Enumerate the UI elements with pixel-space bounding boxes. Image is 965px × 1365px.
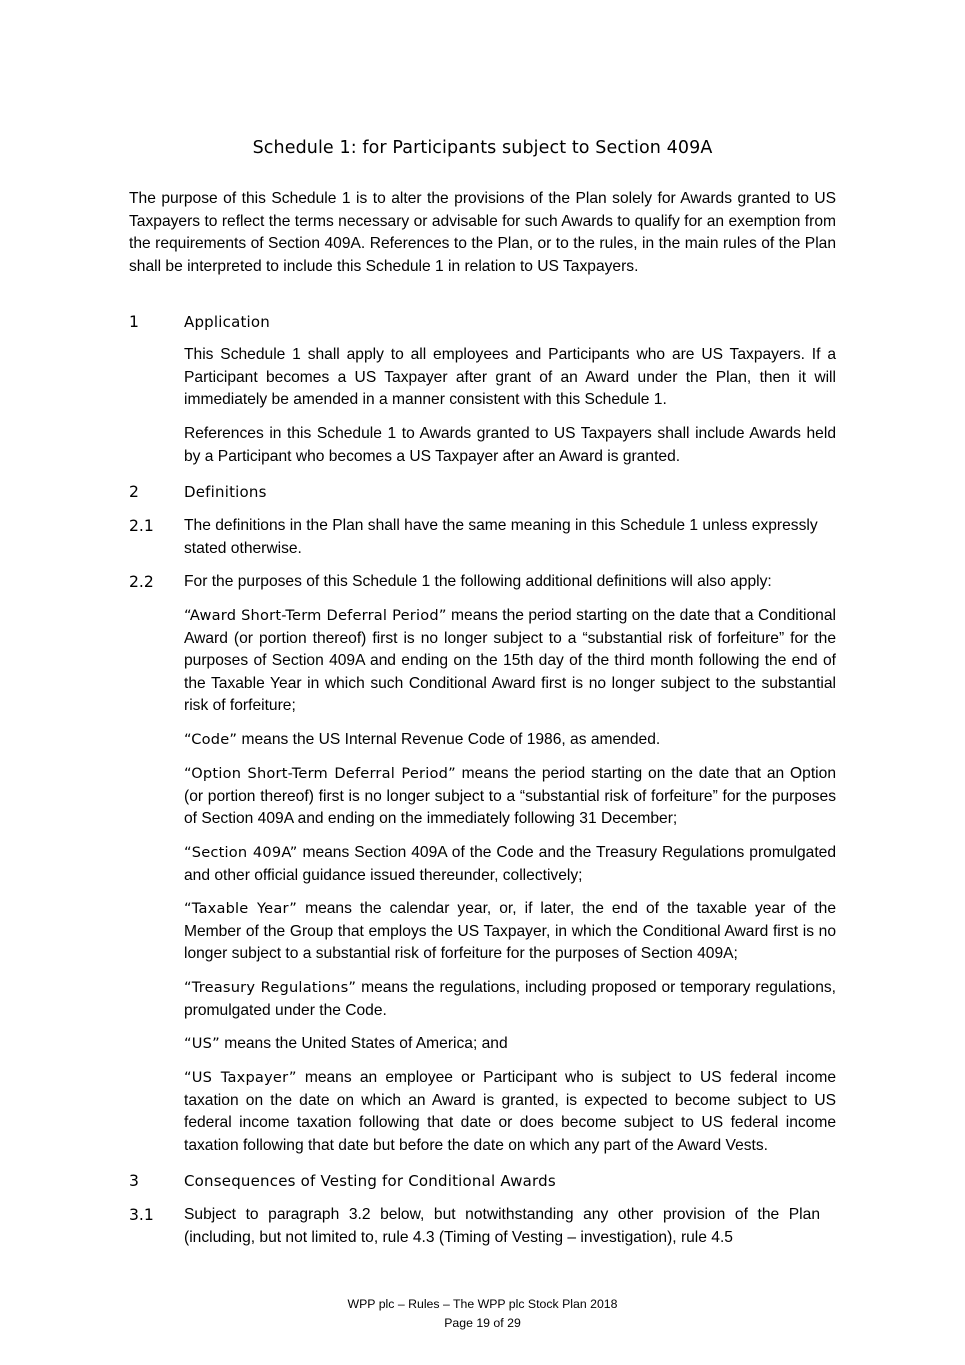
definition-option-short-term-deferral-period	[184, 763, 836, 831]
clause-2-1-text: The definitions in the Plan shall have the same meaning in this Schedule 1 unless expressly stated otherwise.	[184, 517, 818, 557]
section-2-number: 2	[129, 483, 139, 501]
clause-3-1-text: Subject to paragraph 3.2 below, but notwithstanding any other provision of the Plan (including, but not limited to, rule 4.3 (Timing of Vesting – investigation), rule 4.5	[184, 1206, 820, 1246]
footer-document-title: WPP plc – Rules – The WPP plc Stock Plan 2018	[347, 1297, 618, 1311]
definition-text: means the US Internal Revenue Code of 1986, as amended.	[237, 731, 661, 748]
definition-treasury-regulations	[184, 977, 836, 1022]
definition-code	[184, 729, 836, 752]
definition-term: “US”	[184, 1035, 220, 1052]
section-3-heading: Consequences of Vesting for Conditional Awards	[184, 1172, 556, 1190]
clause-2-1-number: 2.1	[129, 517, 154, 535]
footer-page-number: Page 19 of 29	[444, 1316, 521, 1330]
section-2-heading: Definitions	[184, 483, 267, 501]
definition-term: “Treasury Regulations”	[184, 979, 357, 996]
definition-term: “Award Short-Term Deferral Period”	[184, 607, 447, 624]
definition-text: means the regulations, including proposed or temporary regulations, promulgated under the Code.	[184, 979, 836, 1019]
definition-text: means Section 409A of the Code and the Treasury Regulations promulgated and other official guidance issued thereunder, collectively;	[184, 844, 836, 884]
schedule-title: Schedule 1: for Participants subject to Section 409A	[252, 138, 713, 158]
section-1-heading: Application	[184, 313, 271, 331]
section-1-paragraph-2: References in this Schedule 1 to Awards granted to US Taxpayers shall include Awards held by a Participant who becomes a US Taxpayer after an Award is granted.	[184, 425, 836, 465]
definition-us-taxpayer	[184, 1067, 836, 1157]
definition-term: “US Taxpayer”	[184, 1069, 297, 1086]
definition-us	[184, 1033, 836, 1056]
section-1-number: 1	[129, 313, 139, 331]
definition-text: means an employee or Participant who is subject to US federal income taxation on the date on which an Award is granted, is expected to become subject to US federal income taxation following that date or does become subject to US federal income taxation following that date but before the date on which any part of the Award Vests.	[184, 1069, 836, 1154]
definition-section-409a	[184, 842, 836, 887]
definition-text: means the period starting on the date that an Option (or portion thereof) first is no longer subject to a “substantial risk of forfeiture” for the purposes of Section 409A and ending on the immediately following 31 December;	[184, 765, 836, 828]
clause-2-2-text: For the purposes of this Schedule 1 the following additional definitions will also apply:	[184, 573, 772, 590]
section-3-number: 3	[129, 1172, 139, 1190]
intro-paragraph: The purpose of this Schedule 1 is to alter the provisions of the Plan solely for Awards granted to US Taxpayers to reflect the terms necessary or advisable for such Awards to qualify for an exemption from the requirements of Section 409A. References to the Plan, or to the rules, in the main rules of the Plan shall be interpreted to include this Schedule 1 in relation to US Taxpayers.	[129, 190, 836, 275]
definition-term: “Code”	[184, 731, 238, 748]
definition-text: means the calendar year, or, if later, the end of the taxable year of the Member of the Group that employs the US Taxpayer, in which the Conditional Award first is no longer subject to a substantial risk of forfeiture for the purposes of Section 409A;	[184, 900, 836, 963]
definition-term: “Section 409A”	[184, 844, 298, 861]
clause-2-2-number: 2.2	[129, 573, 154, 591]
section-1-paragraph-1: This Schedule 1 shall apply to all employees and Participants who are US Taxpayers. If a Participant becomes a US Taxpayer after grant of an Award under the Plan, then it will immediately be amended in a manner consistent with this Schedule 1.	[184, 346, 836, 409]
definition-term: “Option Short-Term Deferral Period”	[184, 765, 456, 782]
definition-award-short-term-deferral-period	[184, 605, 836, 718]
definition-text: means the United States of America; and	[219, 1035, 508, 1052]
definition-text: means the period starting on the date that a Conditional Award (or portion thereof) first is no longer subject to a “substantial risk of forfeiture” for the purposes of Section 409A and ending on the 15th day of the third month following the end of the Taxable Year in which such Conditional Award first is no longer subject to the substantial risk of forfeiture;	[184, 607, 836, 715]
clause-3-1-number: 3.1	[129, 1206, 154, 1224]
definition-taxable-year	[184, 898, 836, 966]
definition-term: “Taxable Year”	[184, 900, 298, 917]
